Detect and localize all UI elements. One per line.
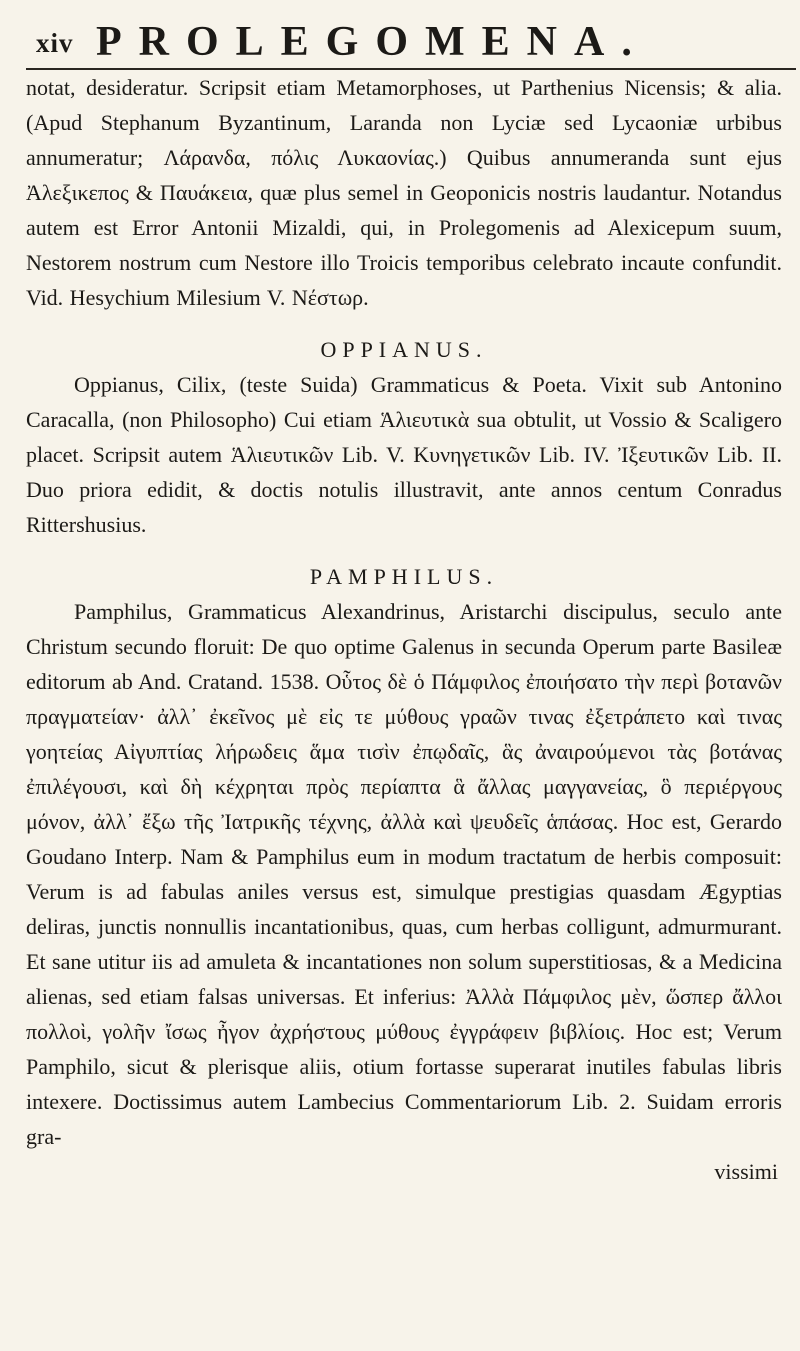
page-number: xiv (36, 28, 74, 58)
intro-paragraph: notat, desideratur. Scripsit etiam Metamorphoses, ut Parthenius Nicensis; & alia. (Apud Stephanum Byzantinum, Laranda non Lyciæ sed Lycaoniæ urbibus annumeratur; Λάρανδα, πόλις Λυκαονίας.) Quibus annumeranda sunt ejus Ἀλεξικεπος & Παυάκεια, quæ plus semel in Geoponicis nostris laudantur. Notandus autem est Error Antonii Mizaldi, qui, in Prolegomenis ad Alexicepum suum, Nestorem nostrum cum Nestore illo Troicis temporibus celebrato incaute confundit. Vid. Hesychium Milesium V. Νέστωρ. (26, 75, 782, 310)
header-rule (26, 68, 796, 70)
running-head: PROLEGOMENA. (96, 19, 649, 65)
pamphilus-heading: PAMPHILUS. (309, 564, 499, 589)
oppianus-heading: OPPIANUS. (320, 337, 488, 362)
page-header (26, 0, 782, 68)
catchword: vissimi (714, 1159, 778, 1184)
oppianus-paragraph: Oppianus, Cilix, (teste Suida) Grammaticus & Poeta. Vixit sub Antonino Caracalla, (non Philosopho) Cui etiam Ἁλιευτικὰ sua obtulit, ut Vossio & Scaligero placet. Scripsit autem Ἁλιευτικῶν Lib. V. Κυνηγετικῶν Lib. IV. Ἰξευτικῶν Lib. II. Duo priora edidit, & doctis notulis illustravit, ante annos centum Conradus Rittershusius. (26, 372, 782, 537)
pamphilus-paragraph: Pamphilus, Grammaticus Alexandrinus, Aristarchi discipulus, seculo ante Christum secundo floruit: De quo optime Galenus in secunda Operum parte Basileæ editorum ab And. Cratand. 1538. Οὗτος δὲ ὁ Πάμφιλος ἐποιήσατο τὴν περὶ βοτανῶν πραγματείαν· ἀλλ᾽ ἐκεῖνος μὲ εἰς τε μύθους γραῶν τινας ἐξετράπετο καὶ τινας γοητείας Αἰγυπτίας λήρωδεις ἅμα τισὶν ἐπῳδαῖς, ἃς ἀναιρούμενοι τὰς βοτάνας ἐπιλέγουσι, καὶ δὴ κέχρηται πρὸς περίαπτα ἃ ἄλλας μαγγανείας, ὃ περιέργους μόνον, ἀλλ᾽ ἔξω τῆς Ἰατρικῆς τέχνης, ἀλλὰ καὶ ψευδεῖς ἁπάσας. Hoc est, Gerardo Goudano Interp. Nam & Pamphilus eum in modum tractatum de herbis composuit: Verum is ad fabulas aniles versus est, simulque prestigias quasdam Ægyptias deliras, junctis nonnullis incantationibus, quas, cum herbas colligunt, admurmurant. Et sane utitur iis ad amuleta & incantationes non solum superstitiosas, & a Medicina alienas, sed etiam falsas universas. Et inferius: Ἀλλὰ Πάμφιλος μὲν, ὥσπερ ἄλλοι πολλοὶ, γολῆν ἴσως ἦγον ἀχρήστους μύθους ἐγγράφειν βιβλίοις. Hoc est; Verum Pamphilo, sicut & plerisque aliis, otium fortasse superarat inutiles fabulas libris intexere. Doctissimus autem Lambecius Commentariorum Lib. 2. Suidam erroris gra- (26, 599, 782, 1149)
